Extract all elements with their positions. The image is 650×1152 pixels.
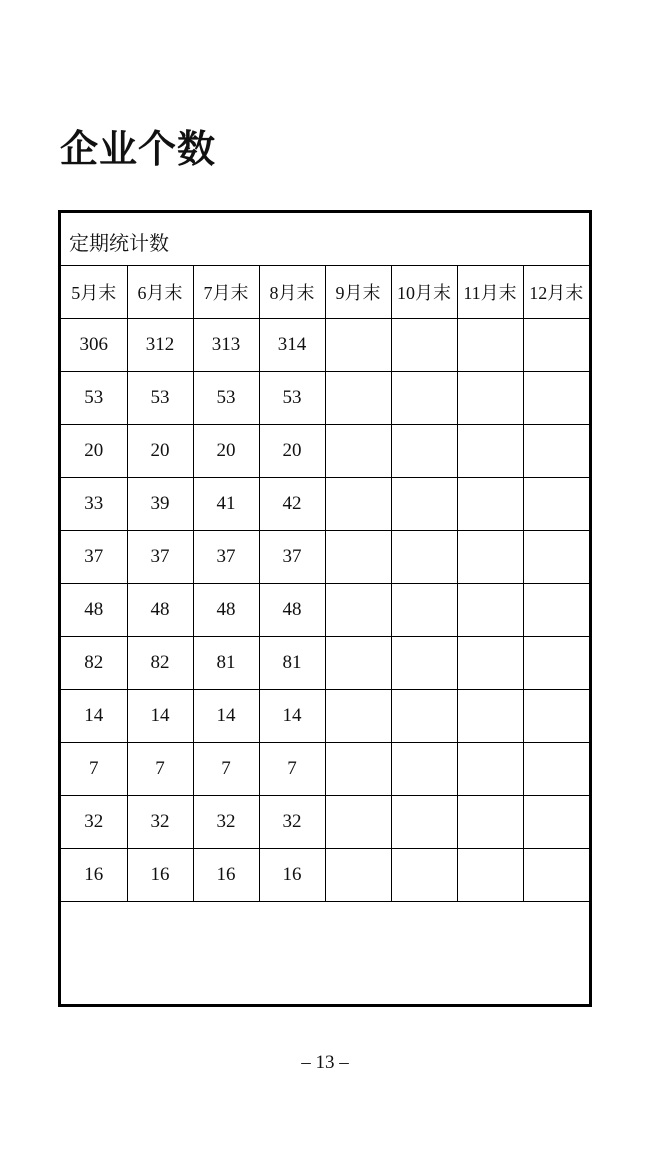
- table-cell: [325, 796, 391, 849]
- table-cell: 313: [193, 319, 259, 372]
- table-cell: 32: [61, 796, 127, 849]
- page-title: 企业个数: [60, 126, 217, 171]
- table-cell: 16: [259, 849, 325, 902]
- table-cell: [457, 796, 523, 849]
- table-caption: 定期统计数: [69, 231, 169, 255]
- table-cell: [523, 584, 589, 637]
- table-cell: 7: [259, 743, 325, 796]
- table-cell: [523, 743, 589, 796]
- table-cell: 48: [127, 584, 193, 637]
- table-cell: 20: [127, 425, 193, 478]
- table-cell: [325, 690, 391, 743]
- table-cell: [457, 531, 523, 584]
- table-cell: 16: [127, 849, 193, 902]
- table-cell: [457, 425, 523, 478]
- table-cell: 312: [127, 319, 193, 372]
- column-header: 5月末: [61, 266, 127, 319]
- table-cell: 7: [61, 743, 127, 796]
- table-cell: [391, 690, 457, 743]
- table-cell: 14: [61, 690, 127, 743]
- table-cell: [391, 372, 457, 425]
- table-row: [61, 584, 589, 637]
- table-cell: [523, 849, 589, 902]
- table-cell: 48: [61, 584, 127, 637]
- table-cell: [523, 531, 589, 584]
- table-cell: [391, 637, 457, 690]
- table-row: [61, 372, 589, 425]
- column-header: 7月末: [193, 266, 259, 319]
- table-cell: 32: [127, 796, 193, 849]
- table-cell: [325, 372, 391, 425]
- table-cell: 306: [61, 319, 127, 372]
- table-cell: 314: [259, 319, 325, 372]
- table-cell: [325, 531, 391, 584]
- table-cell: [523, 319, 589, 372]
- table-cell: [457, 637, 523, 690]
- table-cell: 7: [193, 743, 259, 796]
- table-cell: 82: [127, 637, 193, 690]
- table-cell: [391, 849, 457, 902]
- table-cell: 37: [193, 531, 259, 584]
- table-cell: [391, 425, 457, 478]
- column-header: 6月末: [127, 266, 193, 319]
- table-cell: 81: [193, 637, 259, 690]
- column-header: 8月末: [259, 266, 325, 319]
- table-cell: 42: [259, 478, 325, 531]
- table-cell: [457, 584, 523, 637]
- table-cell: 53: [193, 372, 259, 425]
- table-cell: [457, 849, 523, 902]
- table-cell: [391, 584, 457, 637]
- table-row: [61, 531, 589, 584]
- table-cell: [457, 690, 523, 743]
- table-body: [61, 319, 589, 902]
- table-cell: 82: [61, 637, 127, 690]
- table-cell: [325, 425, 391, 478]
- page-number: – 13 –: [301, 1052, 349, 1073]
- table-cell: 48: [259, 584, 325, 637]
- table-cell: 48: [193, 584, 259, 637]
- table-cell: [523, 478, 589, 531]
- table-cell: [457, 743, 523, 796]
- table-cell: 32: [193, 796, 259, 849]
- table-cell: 37: [61, 531, 127, 584]
- table-cell: 14: [259, 690, 325, 743]
- table-row: [61, 796, 589, 849]
- table-cell: 16: [61, 849, 127, 902]
- table-cell: 81: [259, 637, 325, 690]
- table-cell: [325, 319, 391, 372]
- table-cell: [391, 743, 457, 796]
- table-cell: [523, 372, 589, 425]
- column-header: 9月末: [325, 266, 391, 319]
- table-cell: [391, 531, 457, 584]
- table-cell: 41: [193, 478, 259, 531]
- table-cell: [325, 743, 391, 796]
- table-cell: 33: [61, 478, 127, 531]
- table-cell: [523, 690, 589, 743]
- statistics-table-frame: [58, 210, 592, 1007]
- table-cell: 7: [127, 743, 193, 796]
- table-row: [61, 637, 589, 690]
- table-cell: 14: [193, 690, 259, 743]
- table-row: [61, 425, 589, 478]
- table-cell: [325, 478, 391, 531]
- table-row: [61, 690, 589, 743]
- table-cell: [457, 319, 523, 372]
- table-cell: [523, 637, 589, 690]
- table-cell: 16: [193, 849, 259, 902]
- column-header: 10月末: [391, 266, 457, 319]
- table-cell: [523, 425, 589, 478]
- header-row: [61, 266, 589, 319]
- table-cell: [391, 319, 457, 372]
- table-row: [61, 743, 589, 796]
- table-row: [61, 849, 589, 902]
- table-cell: 20: [193, 425, 259, 478]
- table-cell: [523, 796, 589, 849]
- table-cell: 39: [127, 478, 193, 531]
- table-cell: [325, 849, 391, 902]
- column-header: 12月末: [523, 266, 589, 319]
- table-cell: 20: [61, 425, 127, 478]
- table-cell: 37: [127, 531, 193, 584]
- column-header: 11月末: [457, 266, 523, 319]
- table-cell: 53: [61, 372, 127, 425]
- table-cell: 53: [127, 372, 193, 425]
- table-cell: 32: [259, 796, 325, 849]
- table-cell: [325, 637, 391, 690]
- table-cell: [391, 478, 457, 531]
- table-row: [61, 478, 589, 531]
- table-row: [61, 319, 589, 372]
- table-cell: 53: [259, 372, 325, 425]
- table-cell: [391, 796, 457, 849]
- table-cell: [325, 584, 391, 637]
- table-cell: 20: [259, 425, 325, 478]
- table-cell: 37: [259, 531, 325, 584]
- table-cell: [457, 372, 523, 425]
- table-cell: [457, 478, 523, 531]
- table-cell: 14: [127, 690, 193, 743]
- statistics-table: [61, 265, 589, 902]
